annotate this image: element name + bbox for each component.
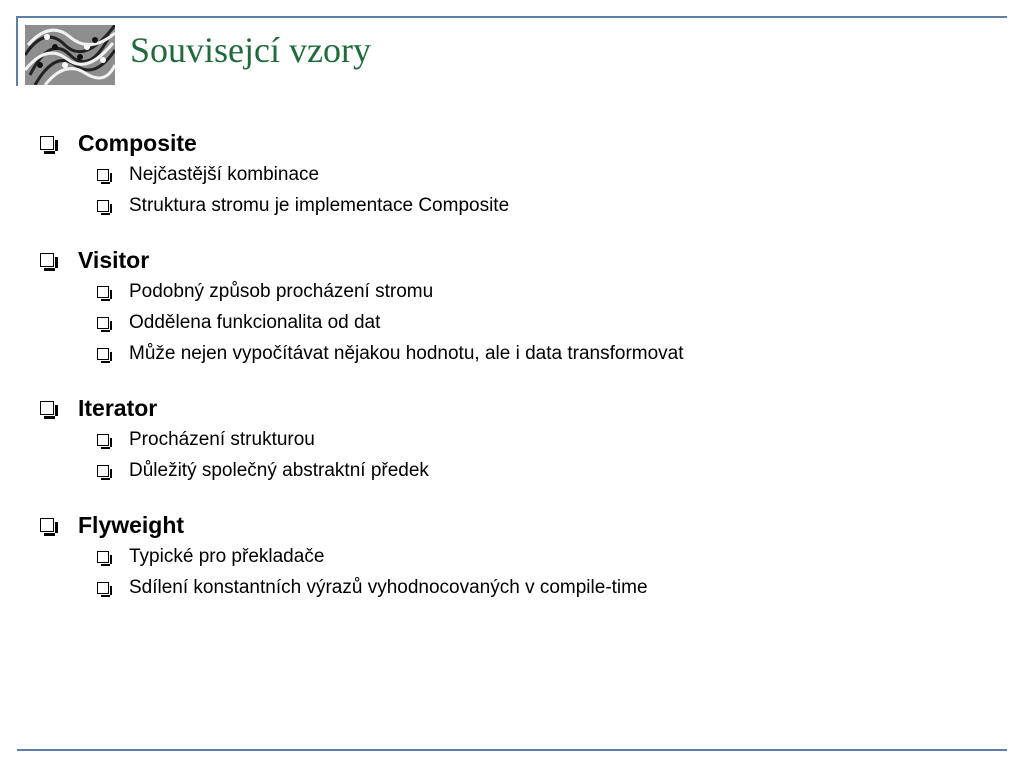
bullet-list bbox=[40, 127, 1000, 626]
bullet-heading: Visitor bbox=[40, 244, 1000, 276]
top-rule bbox=[17, 16, 1007, 18]
checkbox-bullet-icon bbox=[97, 582, 109, 594]
bullet-item: Procházení strukturou bbox=[40, 424, 1000, 455]
bullet-item: Struktura stromu je implementace Composite bbox=[40, 190, 1000, 221]
checkbox-bullet-icon bbox=[97, 434, 109, 446]
bullet-heading: Iterator bbox=[40, 392, 1000, 424]
bullet-item: Důležitý společný abstraktní předek bbox=[40, 455, 1000, 486]
bullet-item: Podobný způsob procházení stromu bbox=[40, 276, 1000, 307]
checkbox-bullet-icon bbox=[97, 169, 109, 181]
bullet-item: Oddělena funkcionalita od dat bbox=[40, 307, 1000, 338]
checkbox-bullet-icon bbox=[40, 136, 54, 150]
bullet-item: Sdílení konstantních výrazů vyhodnocovaných v compile-time bbox=[40, 572, 1000, 603]
bullet-item: Typické pro překladače bbox=[40, 541, 1000, 572]
checkbox-bullet-icon bbox=[97, 465, 109, 477]
left-rule bbox=[16, 16, 18, 86]
checkbox-bullet-icon bbox=[97, 200, 109, 212]
checkbox-bullet-icon bbox=[97, 348, 109, 360]
bullet-group-composite bbox=[40, 127, 1000, 221]
bullet-group-flyweight bbox=[40, 509, 1000, 603]
checkbox-bullet-icon bbox=[40, 518, 54, 532]
bullet-heading: Composite bbox=[40, 127, 1000, 159]
bullet-item: Může nejen vypočítávat nějakou hodnotu, ale i data transformovat bbox=[40, 338, 1000, 369]
bottom-rule bbox=[17, 749, 1007, 751]
slide-title: Souvisejcí vzory bbox=[130, 30, 371, 70]
bullet-item: Nejčastější kombinace bbox=[40, 159, 1000, 190]
checkbox-bullet-icon bbox=[40, 401, 54, 415]
checkbox-bullet-icon bbox=[97, 551, 109, 563]
bullet-heading: Flyweight bbox=[40, 509, 1000, 541]
bullet-group-iterator bbox=[40, 392, 1000, 486]
logo-image bbox=[25, 25, 115, 85]
checkbox-bullet-icon bbox=[97, 317, 109, 329]
escher-pattern-icon bbox=[25, 25, 115, 85]
checkbox-bullet-icon bbox=[97, 286, 109, 298]
bullet-group-visitor bbox=[40, 244, 1000, 369]
checkbox-bullet-icon bbox=[40, 253, 54, 267]
